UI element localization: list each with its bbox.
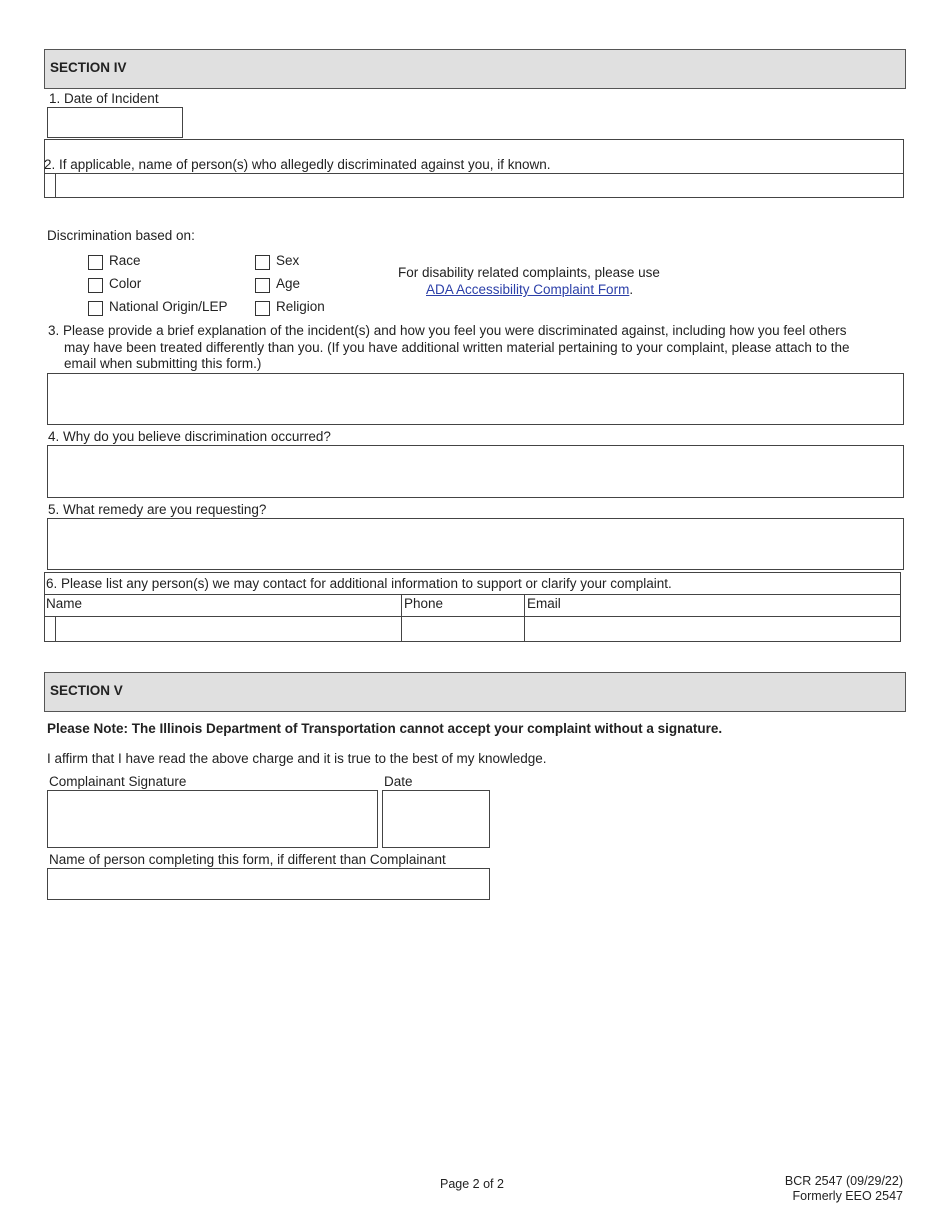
explanation-label-line-1: 3. Please provide a brief explanation of the incident(s) and how you feel you were discriminated against, including how you feel others	[48, 323, 847, 338]
contacts-name-header: Name	[46, 596, 83, 611]
religion-label: Religion	[276, 299, 325, 314]
page-number: Page 2 of 2	[440, 1177, 504, 1191]
ada-complaint-form-link[interactable]: ADA Accessibility Complaint Form	[426, 282, 630, 297]
remedy-field[interactable]	[47, 518, 904, 570]
completer-name-field[interactable]	[47, 868, 490, 900]
affirmation-text: I affirm that I have read the above charge and it is true to the best of my knowledge.	[47, 751, 547, 766]
signature-required-note: Please Note: The Illinois Department of Transportation cannot accept your complaint without a signature.	[47, 721, 723, 736]
sex-label: Sex	[276, 253, 300, 268]
disability-note: For disability related complaints, please use	[398, 265, 660, 280]
religion-checkbox[interactable]	[255, 301, 270, 316]
contacts-email-header: Email	[527, 596, 561, 611]
section-v-header: SECTION V	[44, 672, 906, 712]
signature-date-field[interactable]	[382, 790, 490, 848]
signature-date-label: Date	[384, 774, 413, 789]
discrimination-based-on-label: Discrimination based on:	[47, 228, 195, 243]
date-of-incident-field[interactable]	[47, 107, 183, 138]
explanation-label-line-2: may have been treated differently than you. (If you have additional written material pertaining to your complaint, please attach to the	[64, 340, 850, 355]
sex-checkbox[interactable]	[255, 255, 270, 270]
contact-phone-field[interactable]	[402, 617, 523, 641]
date-of-incident-label: 1. Date of Incident	[49, 91, 159, 106]
age-label: Age	[276, 276, 301, 291]
contacts-phone-header: Phone	[404, 596, 444, 611]
color-checkbox[interactable]	[88, 278, 103, 293]
color-label: Color	[109, 276, 142, 291]
ada-link-suffix: .	[629, 282, 634, 297]
contacts-label: 6. Please list any person(s) we may contact for additional information to support or clarify your complaint.	[46, 576, 672, 591]
explanation-label-line-3: email when submitting this form.)	[64, 356, 262, 371]
accused-persons-field[interactable]	[56, 174, 903, 197]
accused-persons-label: 2. If applicable, name of person(s) who allegedly discriminated against you, if known.	[44, 157, 551, 172]
signature-label: Complainant Signature	[49, 774, 187, 789]
why-discrimination-field[interactable]	[47, 445, 904, 498]
completer-name-label: Name of person completing this form, if different than Complainant	[49, 852, 446, 867]
form-number: BCR 2547 (09/29/22)	[784, 1174, 903, 1188]
ada-link-line	[426, 282, 633, 298]
section-iv-header: SECTION IV	[44, 49, 906, 89]
explanation-field[interactable]	[47, 373, 904, 425]
race-label: Race	[109, 253, 141, 268]
contact-name-field[interactable]	[56, 617, 400, 641]
national-origin-label: National Origin/LEP	[109, 299, 228, 314]
remedy-label: 5. What remedy are you requesting?	[48, 502, 267, 517]
race-checkbox[interactable]	[88, 255, 103, 270]
contacts-divider-1	[44, 594, 901, 595]
signature-field[interactable]	[47, 790, 378, 848]
age-checkbox[interactable]	[255, 278, 270, 293]
formerly-form-number: Formerly EEO 2547	[792, 1189, 903, 1203]
contact-email-field[interactable]	[525, 617, 900, 641]
why-discrimination-label: 4. Why do you believe discrimination occurred?	[48, 429, 331, 444]
national-origin-checkbox[interactable]	[88, 301, 103, 316]
